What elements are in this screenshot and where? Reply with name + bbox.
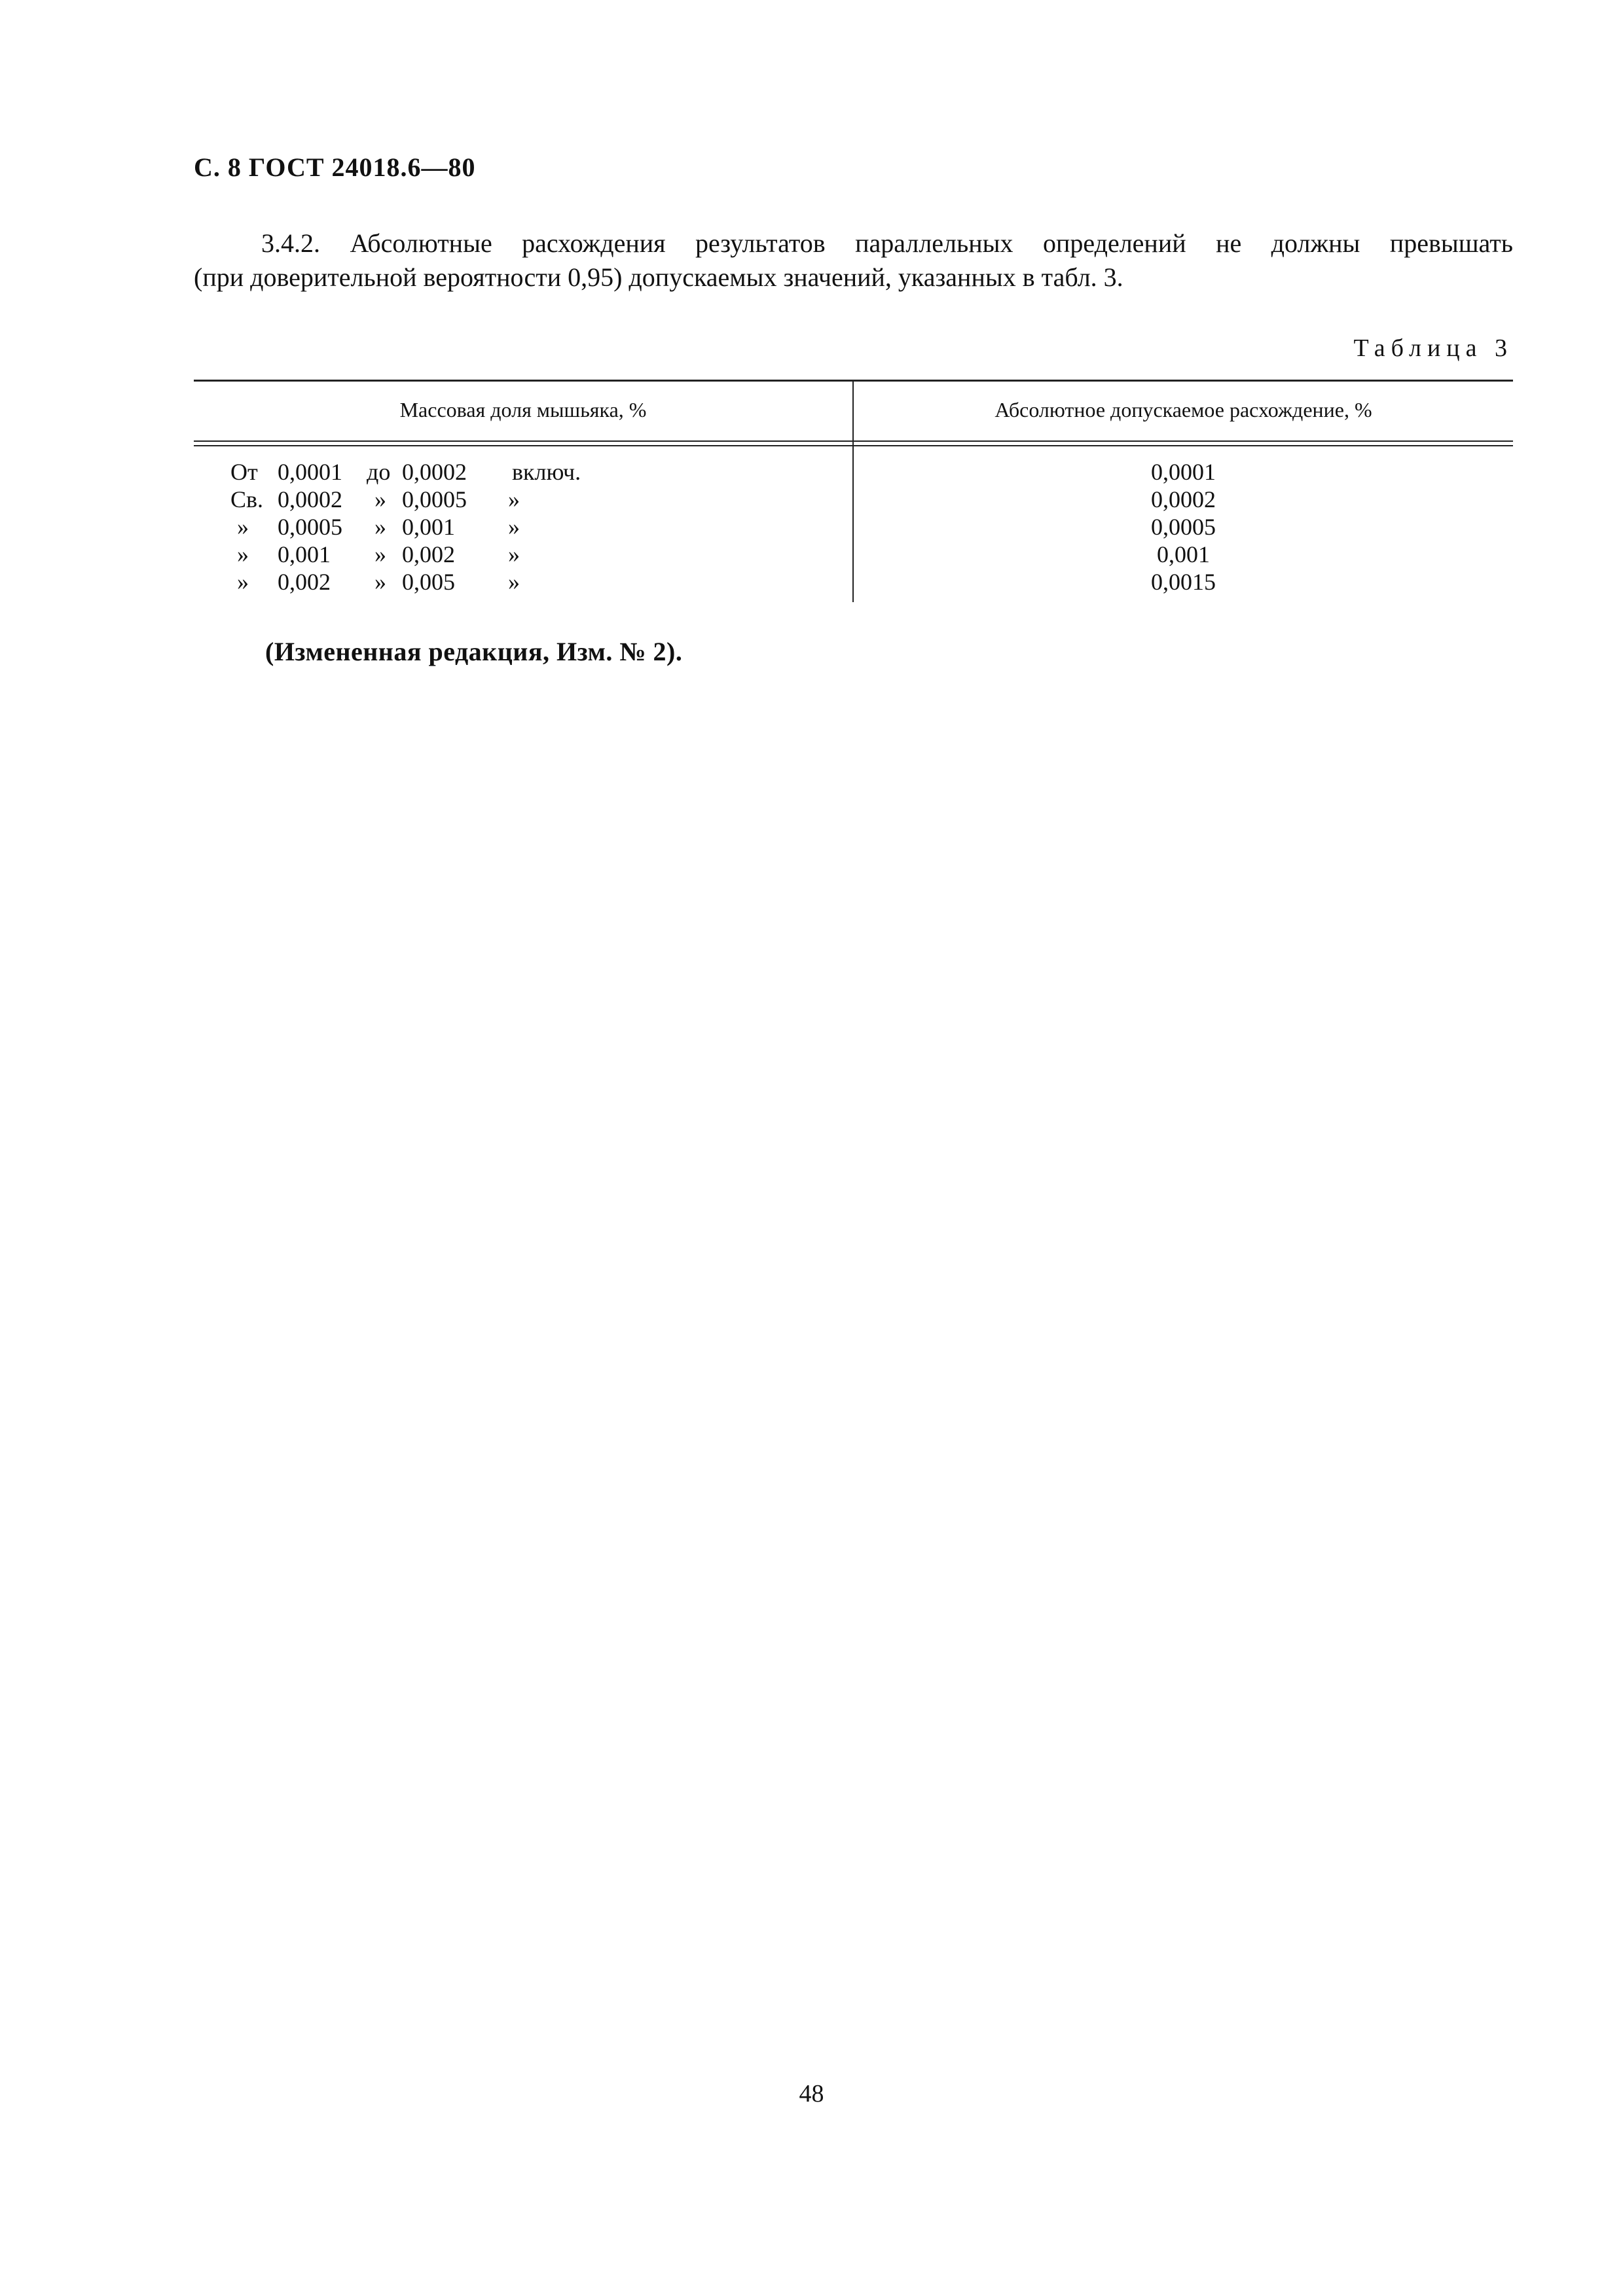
row-mid: » bbox=[374, 514, 386, 540]
row-suffix: » bbox=[508, 486, 520, 512]
row-mid: до bbox=[367, 459, 391, 485]
row-from: 0,0005 bbox=[278, 514, 342, 540]
table-row bbox=[194, 541, 1513, 568]
table-row bbox=[194, 513, 1513, 541]
table-body bbox=[194, 458, 1513, 596]
row-prefix: » bbox=[237, 514, 249, 540]
table-header-tolerance: Абсолютное допускаемое расхождение, % bbox=[994, 398, 1372, 422]
row-to: 0,0005 bbox=[402, 486, 467, 512]
paragraph-line-2: (при доверительной вероятности 0,95) допускаемых значений, указанных в табл. 3. bbox=[194, 262, 1123, 292]
table-caption: Таблица 3 bbox=[1353, 334, 1513, 362]
revision-note: (Измененная редакция, Изм. № 2). bbox=[265, 637, 683, 666]
row-mid: » bbox=[374, 486, 386, 512]
row-suffix: » bbox=[508, 541, 520, 567]
row-from: 0,0002 bbox=[278, 486, 342, 512]
row-value: 0,001 bbox=[1157, 541, 1210, 567]
paragraph-line-1: 3.4.2. Абсолютные расхождения результатов параллельных определений не должны превышать bbox=[261, 228, 1513, 258]
row-value: 0,0002 bbox=[1151, 486, 1216, 512]
row-suffix: включ. bbox=[512, 459, 581, 485]
table-header-mass-fraction: Массовая доля мышьяка, % bbox=[399, 398, 647, 422]
row-suffix: » bbox=[508, 514, 520, 540]
row-suffix: » bbox=[508, 569, 520, 595]
paragraph-3-4-2 bbox=[194, 226, 1513, 295]
row-prefix: От bbox=[230, 459, 258, 485]
table-row bbox=[194, 458, 1513, 486]
row-value: 0,0005 bbox=[1151, 514, 1216, 540]
row-prefix: Св. bbox=[230, 486, 264, 512]
page-header: С. 8 ГОСТ 24018.6—80 bbox=[194, 152, 476, 182]
row-prefix: » bbox=[237, 569, 249, 595]
row-from: 0,002 bbox=[278, 569, 331, 595]
row-to: 0,0002 bbox=[402, 459, 467, 485]
row-to: 0,001 bbox=[402, 514, 455, 540]
row-mid: » bbox=[374, 569, 386, 595]
row-prefix: » bbox=[237, 541, 249, 567]
row-value: 0,0001 bbox=[1151, 459, 1216, 485]
page-number: 48 bbox=[799, 2080, 824, 2108]
table-row bbox=[194, 568, 1513, 596]
row-mid: » bbox=[374, 541, 386, 567]
row-value: 0,0015 bbox=[1151, 569, 1216, 595]
row-to: 0,005 bbox=[402, 569, 455, 595]
table-row bbox=[194, 486, 1513, 513]
row-to: 0,002 bbox=[402, 541, 455, 567]
row-from: 0,0001 bbox=[278, 459, 342, 485]
row-from: 0,001 bbox=[278, 541, 331, 567]
